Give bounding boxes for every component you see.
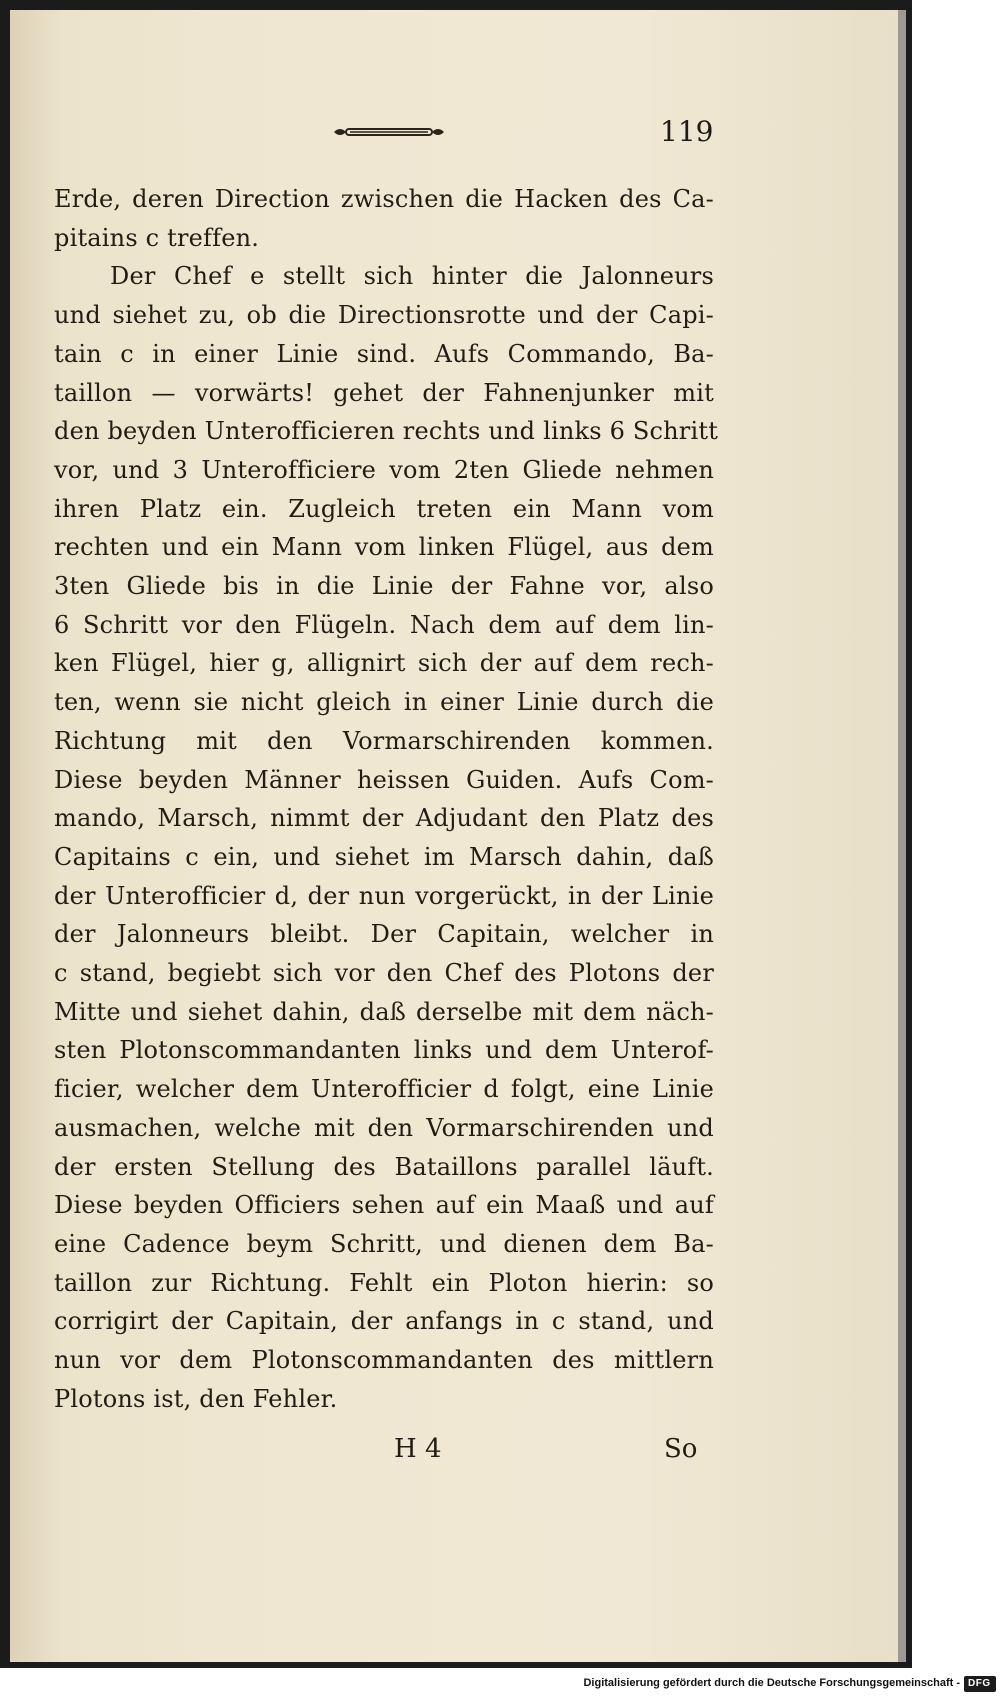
text-line: Der Chef e stellt sich hinter die Jalonneurs (110, 262, 714, 291)
catchword: So (664, 1434, 698, 1464)
dfg-logo-text: DFG (968, 1678, 991, 1689)
page-edge (898, 10, 906, 1662)
text-line: der Unterofficier d, der nun vorgerückt, in der Linie (54, 881, 714, 910)
text-line: c stand, begiebt sich vor den Chef des Plotons der (54, 959, 714, 988)
text-line: tain c in einer Linie sind. Aufs Commando, Ba- (54, 339, 714, 368)
credit-text: Digitalisierung gefördert durch die Deutsche Forschungsgemeinschaft - (583, 1677, 960, 1689)
text-line: ihren Platz ein. Zugleich treten ein Mann vom (54, 494, 714, 523)
text-line: der ersten Stellung des Bataillons parallel läuft. (54, 1152, 714, 1181)
text-line: taillon — vorwärts! gehet der Fahnenjunker mit (54, 378, 714, 407)
text-line: nun vor dem Plotonscommandanten des mittlern (54, 1346, 714, 1375)
text-line: Richtung mit den Vormarschirenden kommen. (54, 726, 714, 755)
text-line: taillon zur Richtung. Fehlt ein Ploton hierin: so (54, 1268, 714, 1297)
text-line: Capitains c ein, und siehet im Marsch dahin, daß (54, 842, 714, 871)
text-line: Diese beyden Männer heissen Guiden. Aufs Com- (54, 765, 714, 794)
text-line: Plotons ist, den Fehler. (54, 1384, 338, 1413)
text-line: ausmachen, welche mit den Vormarschirenden und (54, 1113, 714, 1142)
text-line: 3ten Gliede bis in die Linie der Fahne vor, also (54, 572, 714, 601)
text-line: und siehet zu, ob die Directionsrotte und der Capi- (54, 301, 714, 330)
text-line: Diese beyden Officiers sehen auf ein Maaß und auf (54, 1191, 714, 1220)
header-ornament (330, 121, 448, 143)
text-line: mando, Marsch, nimmt der Adjudant den Platz des (54, 804, 714, 833)
text-line: vor, und 3 Unterofficiere vom 2ten Gliede nehmen (54, 455, 714, 484)
text-line: eine Cadence beym Schritt, und dienen dem Ba- (54, 1229, 714, 1258)
page-number: 119 (660, 115, 714, 148)
text-line: Mitte und siehet dahin, daß derselbe mit dem näch- (54, 997, 714, 1026)
text-line: ten, wenn sie nicht gleich in einer Linie durch die (54, 688, 714, 717)
body-text (54, 180, 719, 1419)
text-line: rechten und ein Mann vom linken Flügel, aus dem (54, 533, 714, 562)
text-line: Erde, deren Direction zwischen die Hacken des Ca- (54, 185, 714, 213)
text-line: 6 Schritt vor den Flügeln. Nach dem auf dem lin- (54, 610, 714, 639)
text-line: ficier, welcher dem Unterofficier d folgt, eine Linie (54, 1075, 714, 1104)
digitization-credit-bar (0, 1674, 1000, 1696)
text-line: sten Plotonscommandanten links und dem Unterof- (54, 1036, 714, 1065)
text-line: den beyden Unterofficieren rechts und links 6 Schritt (54, 417, 719, 446)
dfg-logo (964, 1676, 996, 1692)
signature-mark: H 4 (394, 1434, 442, 1464)
text-line: ken Flügel, hier g, allignirt sich der auf dem rech- (54, 649, 714, 678)
text-line: pitains c treffen. (54, 223, 260, 252)
text-line: corrigirt der Capitain, der anfangs in c stand, und (54, 1307, 714, 1336)
text-line: der Jalonneurs bleibt. Der Capitain, welcher in (54, 920, 714, 949)
